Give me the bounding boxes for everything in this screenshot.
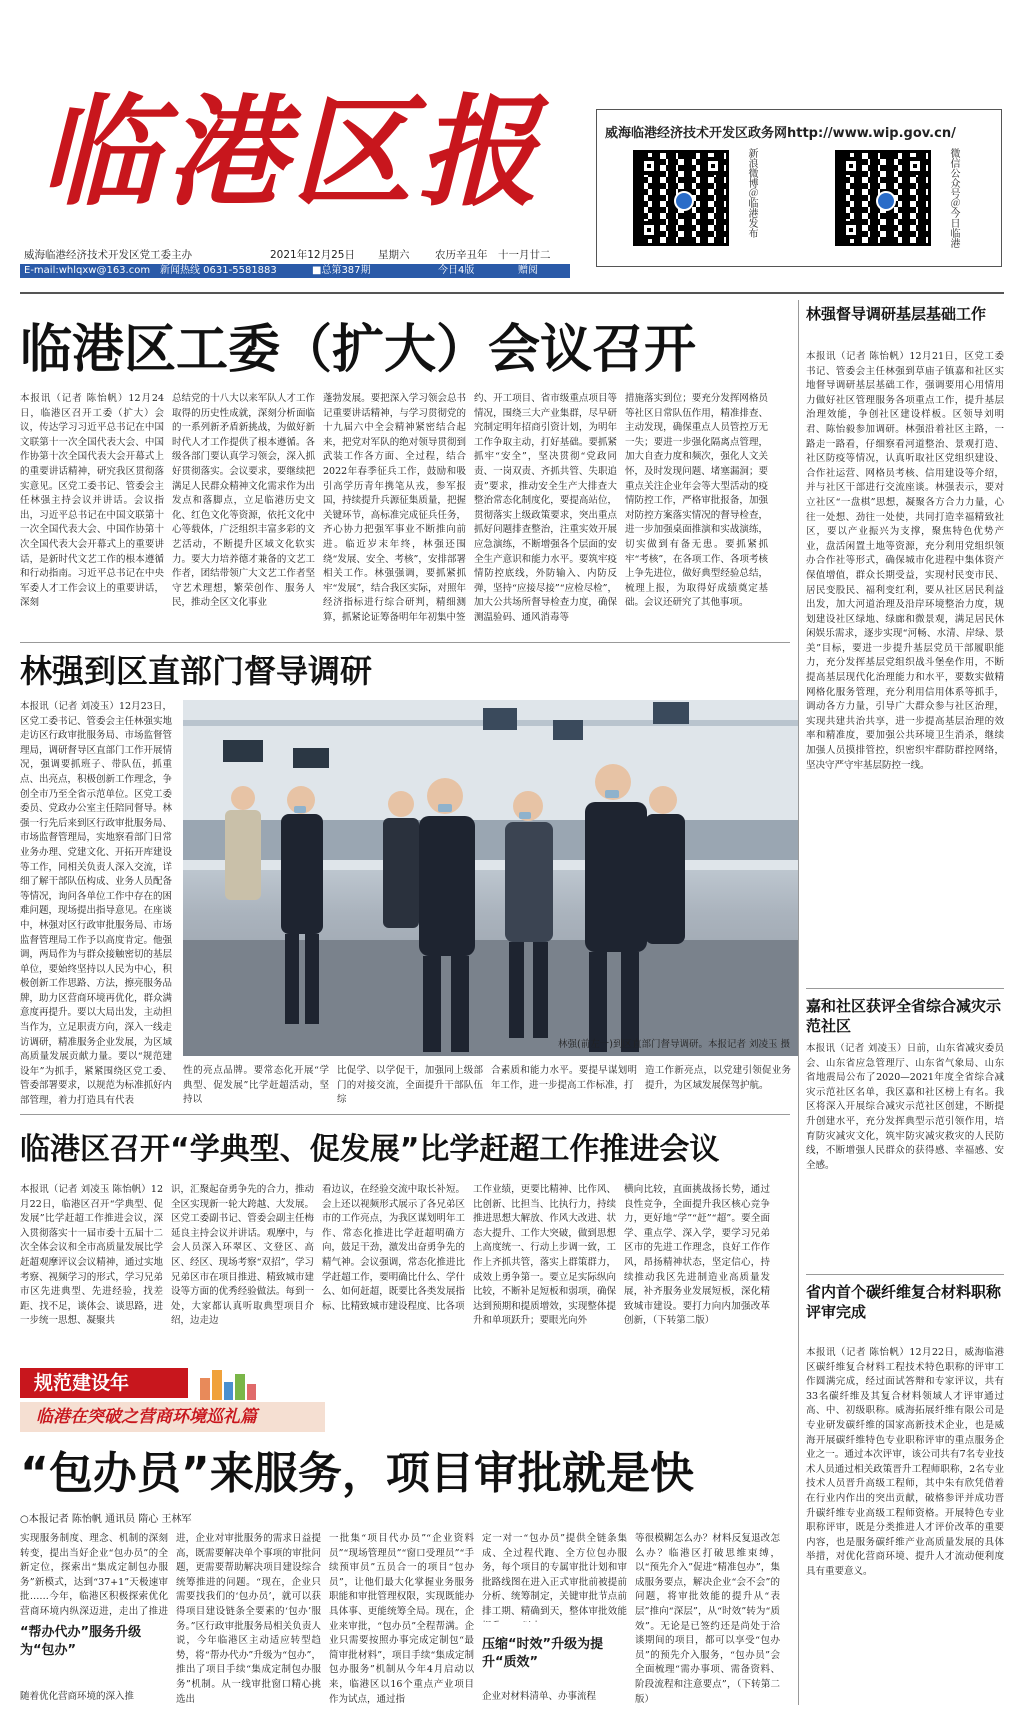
article4-col5: 等很模糊怎么办？材料反复退改怎么办？临港区打破思维束缚，以“预先介入”促进“精准包办”，集成服务要点，解决企业“会不会”的问题，将审批效能的提升从“表层”推向“深层”，从“时效”转为“质效”。无论是已签约还是尚处于洽谈期间的项目，都可以享受“包办员”的预先介入服务，“包办员”会全面梳理“需办事项、需备资料、阶段流程和注意要点”，（下转第二版）	[635, 1533, 780, 1705]
article2-headline: 林强到区直部门督导调研	[20, 652, 373, 690]
article2-col1: 本报讯（记者 刘凌玉）12月23日，区党工委书记、管委会主任林强实地走访区行政审批服务局、市场监督管理局，调研督导区直部门工作开展情况，强调要抓班子、带队伍，抓重点、出亮点，积极创新工作理念，争创全市乃至全省示范单位。区党工委委员、党政办公室主任陪同督导。林强一行先后来到区行政审批服务局、市场监督管理局，实地察看部门日常业务办理、党建文化、开拓开库建设等工作，同相关负责人深入交流，详细了解干部队伍构成、业务人员配备等情况，询问各单位工作中存在的困难问题，现场提出指导意见。在座谈中，林强对区行政审批服务局、市场监督管理局工作予以高度肯定。他强调，两局作为与群众接触密切的基层单位，要始终坚持以人民为中心，积极创新工作思路、方法，擦亮服务品牌，助力区营商环境再优化，群众满意度再提升。要以大局出发，主动担当作为，立足职责方向，深入一线走访调研，精准服务企业发展，为区域高质量发展贡献力量。要以“规范建设年”为抓手，紧紧围绕区党工委、管委部署要求，以规范为标准抓好内部管理，着力打造具有代表	[20, 701, 172, 1107]
distribution-note: 赠阅	[518, 265, 538, 276]
sidebar-story1-headline: 林强督导调研基层基础工作	[806, 305, 987, 323]
article3-col3: 看边议，在经验交流中取长补短。会上还以视频形式展示了各兄弟区市的工作亮点，为我区谋划明年工作、常态化推进比学赶超明确方向，鼓足干劲，激发出奋勇争先的精气神。会议强调，常态化推进比学赶超工作，要明确比什么、学什么、如何赶超，既要比各类发展指标、比精致城市建设程度、比各项	[322, 1184, 465, 1312]
masthead-title: 临港区报	[40, 82, 544, 223]
wechat-label: 微信公众号＠今日临港	[948, 148, 959, 248]
sidebar-divider	[798, 300, 799, 1705]
weibo-qr-code[interactable]	[633, 150, 729, 246]
divider	[806, 1274, 1004, 1275]
article4-byline: ○本报记者 陈怡帆 通讯员 隋心 王林军	[20, 1514, 192, 1525]
article4-headline: “包办员”来服务，项目审批就是快	[20, 1448, 694, 1499]
article4-col1: 实现服务制度、理念、机制的深刻转变，提出当好企业“包办员”的全新定位，探索出“集成定制包办服务”新模式，达到“37+1”天极速审批……今年，临港区积极探索优化营商环境内纵深迈进，走出了推进	[20, 1533, 168, 1617]
sidebar-story1-body: 本报讯（记者 陈怡帆）12月21日，区党工委书记、管委会主任林强到草庙子镇嘉和社区实地督导调研基层基础工作，强调要用心用情用力做好社区管理服务各项重点工作，提升基层治理效能，争创社区建设样板。区领导刘明君、陈怡毅参加调研。林强沿着社区主路，一路走一路看，仔细察看河道整治、景观打造、社区防疫等情况，认真听取社区党组织建设、合作社运营、网格员考核、信用建设等介绍，并与社区干部进行交流座谈。林强表示，要对立社区“一盘棋”思想，凝聚各方合力力量，心往一处想、劲往一处使，共同打造幸福精致社区，要以产业振兴为支撑，聚焦特色优势产业，盘活闲置土地等资源，充分利用党组织领办合作社等形式，确保城市化进程中集体资产保值增值，群众长期受益，实现村民变市民、居民变股民、福利变红利，要从社区居民利益出发，加大河道治理及沿岸环境整治力度，规划建设社区绿地、绿廊和微景观，满足居民休闲娱乐需求，逐步实现“河畅、水清、岸绿、景美”目标，要进一步提升基层党员干部履职能力，充分发挥基层党组织战斗堡垒作用，不断提高基层现代化治理能力和水平，要数实做精网格化服务管理，充分利用信用体系等抓手，调动各方力量，引导广大群众参与社区治理，实现共建共治共享，进一步提高基层治理的效率和精准度，要加强公共环境卫生消杀，继续加强人员摸排管控，织密织牢群防群控网络，坚决守严守牢基层防控一线。	[806, 351, 1004, 771]
article3-col4: 工作业绩，更要比精神、比作风、比创新、比担当、比执行力，持续推进思想大解放、作风大改进、状态大提升、工作大突破，做到思想上高度统一、行动上步调一致，工作上齐抓共管，落实上群策群力，成效上勇争第一。要立足实际纵向比较，不断补足短板和弱项，确保达到预期和提质增效，实现整体提升和单项跃升；要眼光向外	[473, 1184, 616, 1327]
city-skyline-icon	[196, 1368, 266, 1400]
sidebar-story3-body: 本报讯（记者 陈怡帆）12月22日，威海临港区碳纤维复合材料工程技术特色职称的评审工作圆满完成，经过面试答辩和专家评议，共有33名碳纤维及其复合材料领域人才评审通过高、中、初级职称。威海拓展纤维有限公司是专业研发碳纤维的国家高新技术企业，也是威海开展碳纤维特色专业职称评审的重点服务企业之一。通过本次评审，该公司共有7名专业技术人员通过相关政策晋升工程师职称，2名专业技术人员晋升高级工程师，其中朱有欣凭借着在行业内作出的突出贡献，破格参评并成功晋升碳纤维专业高级工程师资格。开展特色专业职称评审，既是分类推进人才评价改革的重要内容，也是服务碳纤维产业高质量发展的具体举措，对优化营商环境、提升人才流动便利度具有重要意义。	[806, 1347, 1004, 1577]
article3-headline: 临港区召开“学典型、促发展”比学赶超工作推进会议	[20, 1132, 720, 1167]
article2-col5: 造工作新亮点，以党建引领促业务提升，为区域发展保驾护航。	[645, 1065, 791, 1091]
sidebar-story3-headline: 省内首个碳纤维复合材料职称评审完成	[806, 1283, 1002, 1321]
divider	[20, 1114, 790, 1115]
article4-col4: 定一对一“包办员”提供全链条集成、全过程代跑、全方位包办服务，每个项目的专属审批计划和审批路线图在进入正式审批前被提前分析、统筹制定，关键审批节点前排工期、精确到天，整体审批效能	[482, 1533, 627, 1617]
article1-col3: 蓬勃发展。要把深入学习领会总书记重要讲话精神，与学习贯彻党的十九届六中全会精神紧密结合起来，把党对军队的绝对领导贯彻到武装工作各方面、全过程，结合2022年春季征兵工作，鼓励和吸引高学历青年携笔从戎，参军报国，持续提升兵源征集质量，把握关键环节，高标准完成征兵任务，齐心协力把强军事业不断推向前进。临近岁末年终，林强还围绕“发展、安全、考核”，安排部署相关工作。林强强调，要抓紧抓牢“发展”，结合我区实际，对照年经济指标进行综合研判，精细测算，抓紧论证筹备明年年初集中签	[323, 393, 466, 623]
weibo-label: 新浪微博＠临港发布	[746, 148, 757, 238]
article1-col1: 本报讯（记者 陈怡帆）12月24日，临港区召开工委（扩大）会议，传达学习习近平总书记在中国文联第十一次全国代表大会、中国作协第十次全国代表大会开幕式上的重要讲话精神，研究我区贯彻落实意见。区党工委书记、管委会主任林强主持会议并讲话。会议指出，习近平总书记在中国文联第十一次全国代表大会、中国作协第十次全国代表大会开幕式上的重要讲话，是新时代文艺工作的根本遵循和行动指南。习近平总书记在中央军委人才工作会议上的重要讲话，深刻	[20, 393, 164, 609]
article2-col2: 性的亮点品牌。要常态化开展“学典型、促发展”比学赶超活动，坚持以	[183, 1065, 329, 1106]
article3-col5: 横向比较，直面挑战扬长势，通过良性竞争，全面提升我区核心竞争力，更好地“学”“赶”“超”。要全面学、重点学、深入学，要学习兄弟区市的先进工作理念，良好工作作风，昂扬精神状态，坚定信心，持续推动我区先进制造业高质量发展，补齐服务业发展短板，深化精致城市建设。要打力向内加强改革创新，（下转第二版）	[624, 1184, 770, 1327]
banner-subtitle: 临港在突破之营商环境巡礼篇	[20, 1402, 325, 1432]
lunar-date: 农历辛丑年 十一月廿二	[435, 249, 551, 261]
divider	[806, 988, 1004, 989]
article4-col1-tail: 随着优化营商环境的深入推	[20, 1691, 135, 1702]
publisher-line: 威海临港经济技术开发区党工委主办	[24, 249, 192, 261]
news-hotline: 新闻热线 0631-5581883	[160, 265, 277, 276]
photo-caption: 林强(前左一)到区直部门督导调研。本报记者 刘凌玉 摄	[558, 1039, 790, 1050]
article3-col2: 识，汇聚起奋勇争先的合力，推动全区实现新一轮大跨越、大发展。区党工委副书记、管委会副主任梅延良主持会议并讲话。观摩中，与会人员深入环翠区、文登区、高区、经区、现场考察“双招”，学习兄弟区市在项目推进、精致城市建设等方面的优秀经验做法。每到一处，大家都认真听取典型项目介绍，边走边	[171, 1184, 314, 1327]
issue-date: 2021年12月25日	[270, 249, 355, 261]
divider	[20, 642, 790, 643]
wechat-qr-code[interactable]	[835, 150, 931, 246]
article4-col3: 一批集“项目代办员”“企业资料员”“现场管理员”“窗口受理员”“手续预审员”五员合一的项目“包办员”，让他们最大化掌握业务服务职能和审批管理权限，实现既能办具体事、更能统筹全局。现在，企业来审批，“包办员”全程帮满。企业只需要按照办事完成定制包“最简审批材料”，项目手续“集成定制包办服务”机制从今年4月启动以来，临港区以16个重点产业项目作为试点，通过指	[329, 1533, 474, 1705]
qr-panel	[596, 109, 1002, 267]
article1-col2: 总结党的十八大以来军队人才工作取得的历史性成就，深刻分析面临的一系列新矛盾新挑战，为做好新时代人才工作提供了根本遵循。各级各部门要认真学习领会，深入抓好贯彻落实。会议要求，要继续把满足人民群众精神文化需求作为出发点和落脚点，立足临港历史文化、红色文化等资源，依托文化中心等载体，广泛组织丰富多彩的文艺活动，不断提升区域文化软实力。要大力培养德才兼备的文艺工作者，团结带领广大文艺工作者坚守艺术理想，繁荣创作、服务人民，推动全区文化事业	[172, 393, 315, 609]
masthead-info-bar	[20, 264, 570, 278]
section-banner	[20, 1368, 325, 1432]
article1-col5: 措施落实到位；要充分发挥网格员等社区日常队伍作用，精准排查、主动发现，确保重点人员管控万无一失；要进一步强化隔离点管理，加大自查力度和频次，强化人文关怀，及时发现问题、堵塞漏洞；要重点关注企业年会等大型活动的疫情防控工作，严格审批报备，加强对防控方案落实情况的督导检查，进一步加强桌面推演和实战演练，切实做到有备无患。要抓紧抓牢“考核”，在各项工作、各项考核上争先进位，做好典型经验总结，梳理上报，为取得好成绩奠定基础。会议还研究了其他事项。	[625, 393, 768, 609]
article1-headline: 临港区工委（扩大）会议召开	[20, 320, 697, 380]
photo-illustration	[183, 700, 798, 1056]
page-count: 今日4版	[438, 265, 475, 276]
masthead-divider	[20, 292, 1004, 294]
inspection-photo	[183, 700, 798, 1056]
issue-number: ■总第387期	[312, 265, 371, 276]
article2-col4: 合素质和能力水平。要提早谋划明年工作，进一步提高工作标准，打	[491, 1065, 637, 1091]
banner-title: 规范建设年	[20, 1368, 188, 1398]
article4-col4-tail: 企业对材料清单、办事流程	[482, 1691, 597, 1702]
sidebar-story2-body: 本报讯（记者 刘凌玉）日前，山东省减灾委员会、山东省应急管理厅、山东省气象局、山东省地震局公布了2020—2021年度全省综合减灾示范社区名单，我区嘉和社区榜上有名。我区将深入开展综合减灾示范社区创建，不断提升创建水平，充分发挥典型示范引领作用，培育防灾减灾文化，筑牢防灾减灾救灾的人民防线，不断增强人民群众的获得感、幸福感、安全感。	[806, 1043, 1004, 1171]
article4-subhead1: “帮办代办”服务升级为“包办”	[20, 1625, 142, 1658]
issue-weekday: 星期六	[378, 249, 410, 261]
gov-website-link[interactable]: 威海临港经济技术开发区政务网http://www.wip.gov.cn/	[605, 126, 956, 141]
article3-col1: 本报讯（记者 刘凌玉 陈怡帆）12月22日，临港区召开“学典型、促发展”比学赶超工作推进会议，深入贯彻落实十一届市委十五届十二次全体会议和全市高质量发展比学赶超观摩评议会议精神，通过实地考察、视频学习的形式，学习兄弟市区先进典型、先进经验，找差距、找不足，谈体会、谈思路，进一步统一思想、凝聚共	[20, 1184, 163, 1327]
email-link[interactable]: E-mail:whlqxw@163.com	[24, 265, 151, 276]
article1-col4: 约、开工项目、省市级重点项目等情况，围绕三大产业集群，尽早研究制定明年招商引资计划，为明年工作争取主动，打好基础。要抓紧抓牢“安全”，坚决贯彻“党政同责、一岗双责、齐抓共管、失职追责”要求，推动安全生产大排查大整治常态化制度化，要提高站位，贯彻落实上级政策要求，突出重点抓好问题排查整治，注重实效开展应急演练，不断增强各个层面的安全生产意识和能力水平。要筑牢疫情防控底线，外防输入、内防反弹，坚持“应接尽接”“应检尽检”，加大公共场所督导检查力度，确保测温验码、通风消毒等	[474, 393, 617, 623]
article4-subhead2: 压缩“时效”升级为提升“质效”	[482, 1637, 604, 1670]
article4-col2: 进，企业对审批服务的需求日益提高，既需要解决单个事项的审批问题，更需要帮助解决项目建设综合统筹推进的问题。“现在，企业只需要找我们的‘包办员’，就可以获得项目建设链条全要素的‘包办’服务。”区行政审批服务局相关负责人说，今年临港区主动适应转型趋势，将“帮办代办”升级为“包办”，推出了项目手续“集成定制包办服务”机制。从一线审批窗口精心挑选出	[176, 1533, 321, 1705]
article2-col3: 比促学、以学促干，加强同上级部门的对接交流，全面提升干部队伍综	[337, 1065, 483, 1106]
sidebar-story2-headline: 嘉和社区获评全省综合减灾示范社区	[806, 997, 1002, 1035]
